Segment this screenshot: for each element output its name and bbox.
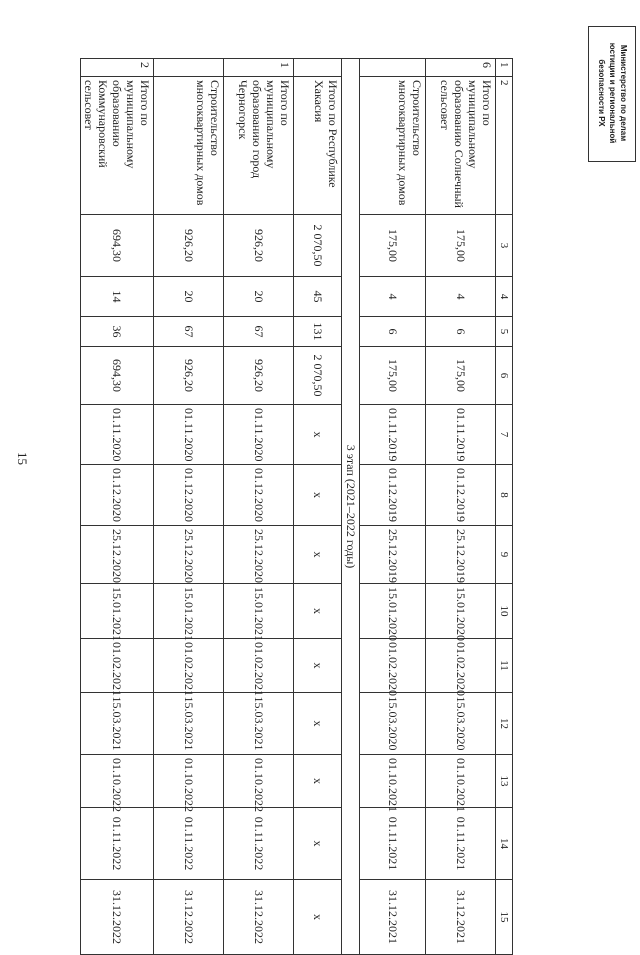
table-cell: 01.11.2019 <box>426 405 496 465</box>
table-cell: 10 <box>496 584 513 639</box>
table-cell <box>154 59 224 77</box>
table-cell: 8 <box>496 465 513 526</box>
table-cell: 2 <box>81 59 154 77</box>
table-cell: x <box>294 526 342 584</box>
table-cell: 7 <box>496 405 513 465</box>
table-row <box>426 59 496 955</box>
table-cell: x <box>294 693 342 755</box>
table-cell: 15.03.2021 <box>154 693 224 755</box>
table-cell: 01.11.2020 <box>154 405 224 465</box>
table-cell: 01.12.2019 <box>360 465 426 526</box>
table-cell: 694,30 <box>81 215 154 277</box>
table-cell: 01.11.2020 <box>81 405 154 465</box>
table-cell: Строительство многоквартирных домов <box>154 77 224 215</box>
stage-row <box>342 59 360 955</box>
table-cell: 15.01.2020 <box>426 584 496 639</box>
table-cell: 01.02.2020 <box>360 639 426 693</box>
table-cell: 2 070,50 <box>294 347 342 405</box>
table-cell: 01.11.2021 <box>426 808 496 880</box>
table-cell: x <box>294 808 342 880</box>
page-number: 15 <box>15 452 30 465</box>
table-cell: 15.01.2021 <box>224 584 294 639</box>
table-cell: 15.01.2021 <box>81 584 154 639</box>
table-cell: 175,00 <box>426 215 496 277</box>
table-cell: 67 <box>224 317 294 347</box>
table-cell: 01.11.2022 <box>154 808 224 880</box>
table-row <box>81 59 154 955</box>
table-cell: 131 <box>294 317 342 347</box>
table-cell: 45 <box>294 277 342 317</box>
table-cell: 36 <box>81 317 154 347</box>
table-cell <box>294 59 342 77</box>
table-cell: 175,00 <box>360 347 426 405</box>
table-cell: 01.10.2022 <box>154 755 224 808</box>
table-cell: 31.12.2022 <box>224 880 294 955</box>
table-cell: 31.12.2021 <box>360 880 426 955</box>
table-cell: 25.12.2019 <box>426 526 496 584</box>
table-cell: 01.12.2020 <box>224 465 294 526</box>
table-cell: 6 <box>426 59 496 77</box>
table-cell: 1 <box>224 59 294 77</box>
table-cell: 20 <box>224 277 294 317</box>
table-cell: 31.12.2022 <box>81 880 154 955</box>
header-row <box>496 59 513 955</box>
table-row <box>294 59 342 955</box>
table-cell: 31.12.2021 <box>426 880 496 955</box>
table-cell: 6 <box>360 317 426 347</box>
table-cell: 926,20 <box>154 215 224 277</box>
table-cell: 11 <box>496 639 513 693</box>
table-cell: x <box>294 755 342 808</box>
table-cell: 01.10.2022 <box>224 755 294 808</box>
table-body <box>81 59 513 955</box>
stage-label: 3 этап (2021–2022 годы) <box>342 59 360 955</box>
table-cell: 01.11.2020 <box>224 405 294 465</box>
table-cell: 6 <box>426 317 496 347</box>
table-row <box>154 59 224 955</box>
table-cell: 31.12.2022 <box>154 880 224 955</box>
table-cell <box>360 59 426 77</box>
table-cell: 13 <box>496 755 513 808</box>
table-cell: 01.02.2021 <box>81 639 154 693</box>
table-cell: 926,20 <box>154 347 224 405</box>
table-cell: 25.12.2020 <box>154 526 224 584</box>
table-cell: 2 070,50 <box>294 215 342 277</box>
table-cell: 01.11.2022 <box>81 808 154 880</box>
table-cell: x <box>294 584 342 639</box>
table-cell: 4 <box>426 277 496 317</box>
table-cell: 6 <box>496 347 513 405</box>
table-cell: 4 <box>360 277 426 317</box>
table-cell: 25.12.2020 <box>224 526 294 584</box>
table-cell: x <box>294 405 342 465</box>
table-cell: 5 <box>496 317 513 347</box>
schedule-table <box>82 58 513 944</box>
table-cell: 01.10.2021 <box>360 755 426 808</box>
table-cell: 01.11.2022 <box>224 808 294 880</box>
stamp-text: Министерство по делам юстиции и региональной безопасности РХ <box>597 42 628 144</box>
table-cell: 9 <box>496 526 513 584</box>
table-cell: 25.12.2019 <box>360 526 426 584</box>
table-cell: 01.02.2021 <box>154 639 224 693</box>
table-cell: Итого по муниципальному образованию Солнечный сельсовет <box>426 77 496 215</box>
table-cell: 15.03.2020 <box>426 693 496 755</box>
table-cell: x <box>294 465 342 526</box>
table-cell: x <box>294 639 342 693</box>
table-cell: 01.10.2021 <box>426 755 496 808</box>
table-cell: x <box>294 880 342 955</box>
table-cell: 15.03.2021 <box>224 693 294 755</box>
table-cell: 01.12.2019 <box>426 465 496 526</box>
table-cell: 20 <box>154 277 224 317</box>
table-cell: 694,30 <box>81 347 154 405</box>
table-row <box>224 59 294 955</box>
table-cell: 175,00 <box>426 347 496 405</box>
table-cell: 01.11.2021 <box>360 808 426 880</box>
table-cell: 15.03.2021 <box>81 693 154 755</box>
ministry-stamp <box>588 26 636 162</box>
table-cell: 15.01.2020 <box>360 584 426 639</box>
table-cell: 15 <box>496 880 513 955</box>
table-cell: 25.12.2020 <box>81 526 154 584</box>
table-cell: 01.02.2021 <box>224 639 294 693</box>
table-cell: Итого по муниципальному образованию город Черногорск <box>224 77 294 215</box>
table-cell: 2 <box>496 77 513 215</box>
table-cell: 14 <box>496 808 513 880</box>
table-cell: 15.03.2020 <box>360 693 426 755</box>
table-cell: 15.01.2021 <box>154 584 224 639</box>
table-cell: 926,20 <box>224 347 294 405</box>
table-cell: 14 <box>81 277 154 317</box>
table-cell: 01.10.2022 <box>81 755 154 808</box>
table-cell: 12 <box>496 693 513 755</box>
table-cell: 01.12.2020 <box>154 465 224 526</box>
table-cell: 01.02.2020 <box>426 639 496 693</box>
table-cell: 01.11.2019 <box>360 405 426 465</box>
table-cell: Строительство многоквартирных домов <box>360 77 426 215</box>
table-cell: 926,20 <box>224 215 294 277</box>
table-cell: Итого по муниципальному образованию Коммунаровский сельсовет <box>81 77 154 215</box>
table-cell: Итого по Республике Хакасия <box>294 77 342 215</box>
table-cell: 4 <box>496 277 513 317</box>
table-cell: 67 <box>154 317 224 347</box>
table-cell: 1 <box>496 59 513 77</box>
table-cell: 01.12.2020 <box>81 465 154 526</box>
table-cell: 175,00 <box>360 215 426 277</box>
table-row <box>360 59 426 955</box>
table-cell: 3 <box>496 215 513 277</box>
